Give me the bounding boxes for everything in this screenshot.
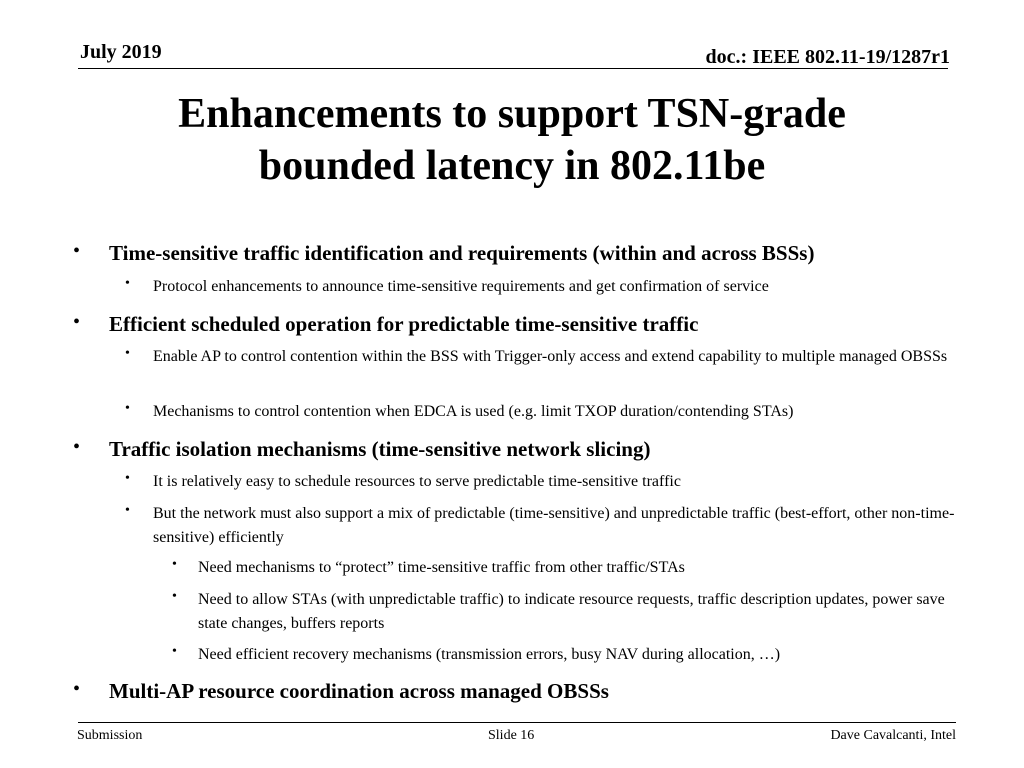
bullet-marker: •	[172, 644, 177, 659]
bullet-text: Enable AP to control contention within the BSS with Trigger-only access and extend capability to multiple managed OBSSs	[153, 348, 948, 365]
sub-bullet-item-3-2	[125, 502, 981, 550]
sub-bullet-item-2-2	[125, 400, 973, 424]
bullet-marker: •	[125, 346, 130, 361]
bullet-marker: •	[73, 311, 81, 333]
bullet-text: Multi-AP resource coordination across managed OBSSs	[109, 679, 609, 703]
bullet-marker: •	[73, 436, 81, 458]
bullet-marker: •	[125, 276, 130, 291]
sub-sub-bullet-item-3-2-1	[172, 556, 978, 580]
bullet-text: Protocol enhancements to announce time-sensitive requirements and get confirmation of service	[153, 278, 769, 295]
footer-submission: Submission	[77, 728, 143, 743]
footer-author: Dave Cavalcanti, Intel	[830, 728, 956, 743]
header-date: July 2019	[80, 41, 162, 63]
sub-bullet-item-3-1	[125, 470, 973, 494]
sub-bullet-item-1-1	[125, 275, 973, 299]
bullet-text: But the network must also support a mix of predictable (time-sensitive) and unpredictable traffic (best-effort, other non-time-sensitive) efficiently	[153, 505, 955, 546]
bullet-text: Time-sensitive traffic identification and requirements (within and across BSSs)	[109, 241, 815, 265]
bullet-item-2	[73, 311, 989, 337]
bullet-text: Mechanisms to control contention when EDCA is used (e.g. limit TXOP duration/contending STAs)	[153, 403, 794, 420]
bullet-item-4	[73, 678, 989, 704]
bullet-marker: •	[172, 557, 177, 572]
bullet-marker: •	[125, 471, 130, 486]
footer-rule	[78, 722, 956, 723]
header-doc-id: doc.: IEEE 802.11-19/1287r1	[705, 46, 950, 68]
bullet-item-1	[73, 240, 989, 266]
bullet-text: Efficient scheduled operation for predictable time-sensitive traffic	[109, 312, 699, 336]
slide-title-line-1: Enhancements to support TSN-grade	[178, 91, 846, 137]
sub-sub-bullet-item-3-2-2	[172, 588, 978, 636]
bullet-text: Need efficient recovery mechanisms (transmission errors, busy NAV during allocation, …)	[198, 646, 781, 663]
bullet-item-3	[73, 436, 989, 462]
sub-bullet-item-2-1	[125, 345, 953, 369]
bullet-marker: •	[125, 503, 130, 518]
bullet-text: Need mechanisms to “protect” time-sensitive traffic from other traffic/STAs	[198, 559, 685, 576]
bullet-text: Need to allow STAs (with unpredictable traffic) to indicate resource requests, traffic description updates, power save state changes, buffers reports	[198, 591, 945, 632]
bullet-marker: •	[125, 401, 130, 416]
bullet-text: It is relatively easy to schedule resources to serve predictable time-sensitive traffic	[153, 473, 681, 490]
bullet-marker: •	[73, 240, 81, 262]
footer-slide-number: Slide 16	[488, 728, 535, 743]
bullet-text: Traffic isolation mechanisms (time-sensitive network slicing)	[109, 437, 651, 461]
bullet-marker: •	[73, 678, 81, 700]
bullet-marker: •	[172, 589, 177, 604]
slide-title-line-2: bounded latency in 802.11be	[258, 143, 766, 189]
sub-sub-bullet-item-3-2-3	[172, 643, 978, 667]
